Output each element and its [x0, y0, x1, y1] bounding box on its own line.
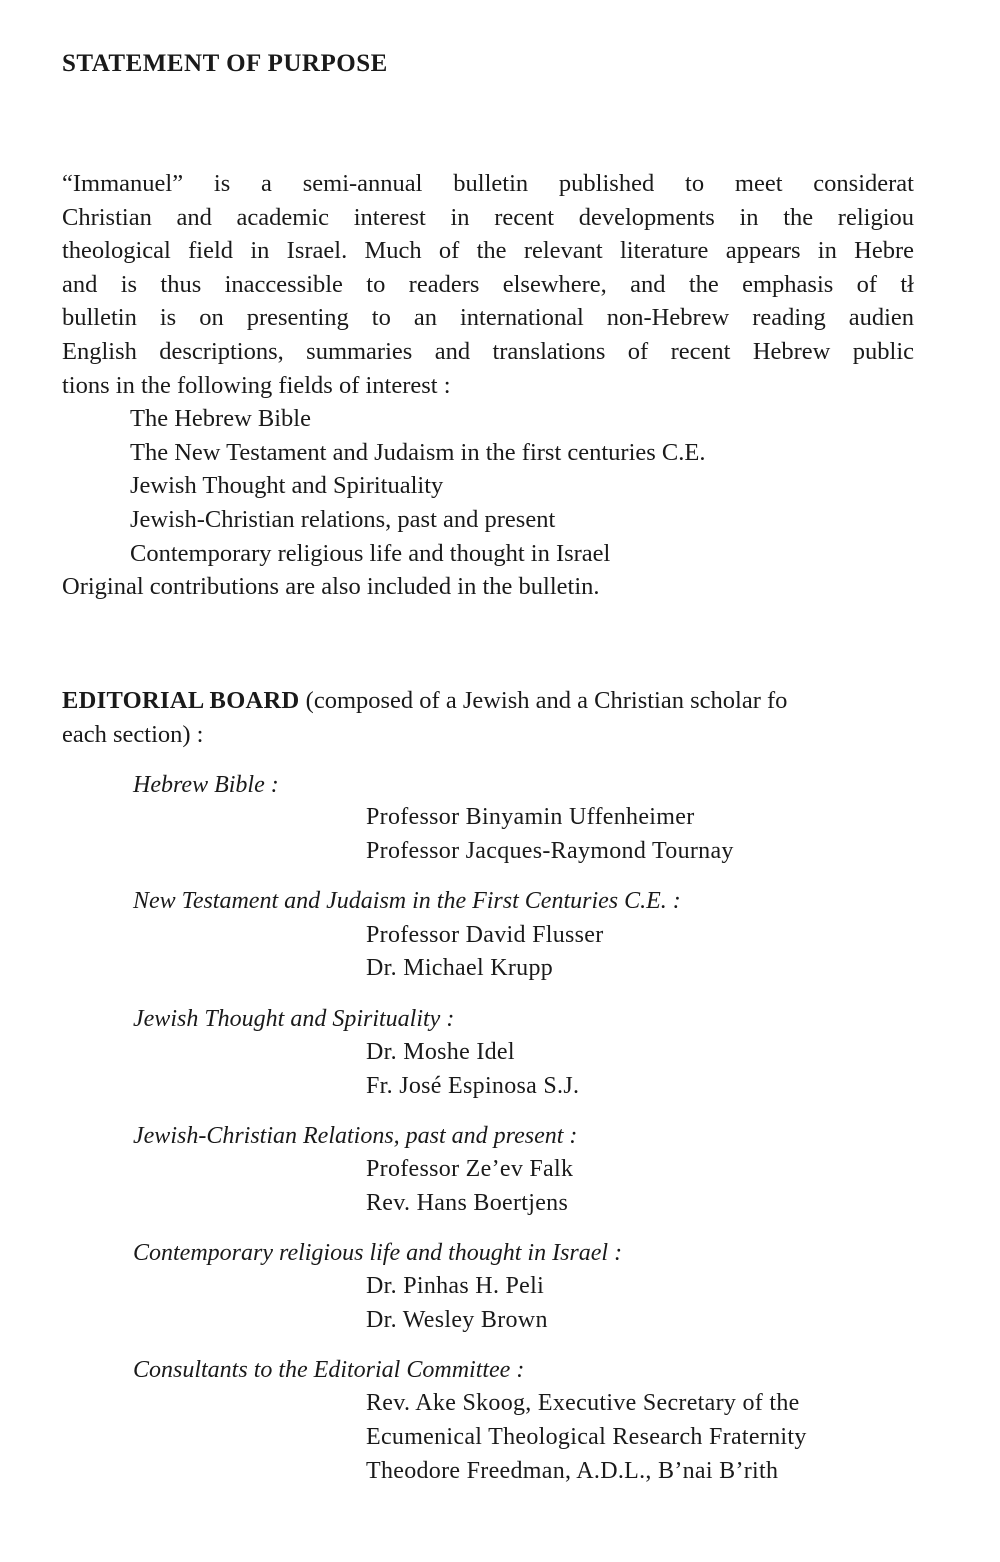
consultant-line: Rev. Ake Skoog, Executive Secretary of the [366, 1390, 800, 1416]
section-title-jewish-thought: Jewish Thought and Spirituality : [133, 1006, 455, 1032]
consultant-line: Ecumenical Theological Research Fraternity [366, 1424, 807, 1450]
board-member: Dr. Wesley Brown [366, 1307, 548, 1333]
statement-heading: STATEMENT OF PURPOSE [62, 50, 388, 77]
statement-line: Christian and academic interest in recent developments in the religiou [62, 203, 914, 231]
statement-line: theological field in Israel. Much of the relevant literature appears in Hebre [62, 237, 914, 265]
field-of-interest: Jewish Thought and Spirituality [130, 472, 444, 500]
section-title-hebrew-bible: Hebrew Bible : [133, 772, 279, 798]
section-title-new-testament: New Testament and Judaism in the First Centuries C.E. : [133, 888, 681, 914]
board-member: Dr. Moshe Idel [366, 1039, 515, 1065]
field-of-interest: Contemporary religious life and thought in Israel [130, 539, 611, 567]
statement-line: and is thus inaccessible to readers elsewhere, and the emphasis of tł [62, 270, 914, 298]
field-of-interest: Jewish-Christian relations, past and present [130, 505, 556, 533]
field-of-interest: The Hebrew Bible [130, 405, 311, 433]
statement-closing: Original contributions are also included in the bulletin. [62, 573, 600, 601]
board-member: Rev. Hans Boertjens [366, 1190, 569, 1216]
statement-paragraph [62, 167, 1000, 604]
board-member: Dr. Michael Krupp [366, 955, 554, 981]
section-title-jewish-christian-relations: Jewish-Christian Relations, past and present : [133, 1123, 578, 1149]
section-title-contemporary: Contemporary religious life and thought in Israel : [133, 1240, 623, 1266]
board-member: Professor Binyamin Uffenheimer [366, 804, 695, 830]
board-member: Professor David Flusser [366, 922, 604, 948]
field-of-interest: The New Testament and Judaism in the first centuries C.E. [130, 438, 706, 466]
section-title-consultants: Consultants to the Editorial Committee : [133, 1357, 525, 1383]
board-member: Professor Jacques-Raymond Tournay [366, 838, 734, 864]
editorial-board-intro-text: (composed of a Jewish and a Christian scholar fo [305, 687, 788, 714]
consultant-line: Theodore Freedman, A.D.L., B’nai B’rith [366, 1458, 779, 1484]
editorial-board-heading: EDITORIAL BOARD [62, 687, 300, 714]
editorial-board-intro [62, 684, 918, 751]
statement-line: bulletin is on presenting to an international non-Hebrew reading audien [62, 304, 914, 332]
board-member: Professor Ze’ev Falk [366, 1156, 574, 1182]
board-member: Dr. Pinhas H. Peli [366, 1273, 545, 1299]
editorial-board-intro-line2: each section) : [62, 720, 204, 748]
statement-line: “Immanuel” is a semi-annual bulletin published to meet considerat [62, 170, 914, 197]
statement-line: English descriptions, summaries and translations of recent Hebrew public [62, 337, 914, 365]
board-member: Fr. José Espinosa S.J. [366, 1073, 580, 1099]
statement-line: tions in the following fields of interest : [62, 371, 451, 399]
